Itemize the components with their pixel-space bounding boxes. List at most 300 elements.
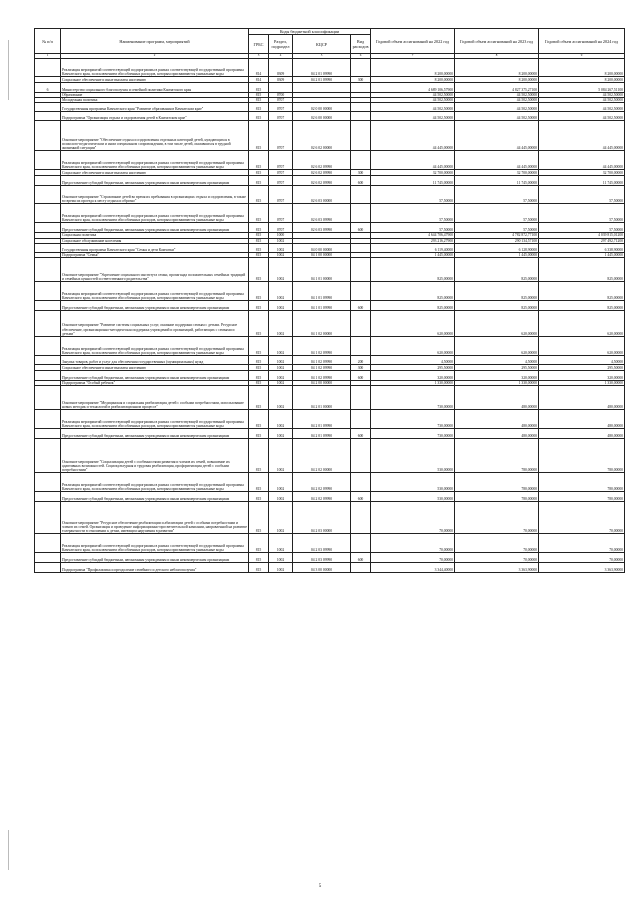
- cell-2022: 8 200,00000: [371, 59, 455, 77]
- table-row: [35, 258, 625, 282]
- cell-2024: 295,50000: [539, 365, 625, 371]
- cell-2022: 70,00000: [371, 534, 455, 553]
- cell-2023: 290 134,57100: [455, 238, 539, 243]
- cell-name: Предоставление субсидий бюджетным, автономным учреждениям и иным некоммерческим организациям: [61, 492, 249, 502]
- cell-ksr: 02 6 03 09990: [293, 204, 351, 223]
- cell-name: Социальное обслуживание населения: [61, 238, 249, 243]
- table-row: [35, 176, 625, 186]
- cell-2023: 780,00000: [455, 473, 539, 492]
- cell-2023: 44 445,00000: [455, 151, 539, 170]
- table-row: [35, 151, 625, 170]
- cell-name: Основное мероприятие "Ресурсное обеспечение реабилитации и абилитации детей с особыми потребностями и членов их семей. Организация и проведение информационно-просветительской кампании, направленной на развитие толерантности в отношении к детям, имеющим нарушения в развитии": [61, 502, 249, 534]
- scan-margin-mark: [8, 830, 9, 870]
- cell-grbs: 815: [249, 186, 269, 204]
- cell-2023: 6 128,90000: [455, 243, 539, 252]
- cell-2023: 70,00000: [455, 534, 539, 553]
- cell-grbs: 815: [249, 282, 269, 301]
- cell-vr: [351, 502, 371, 534]
- cell-2024: 70,00000: [539, 553, 625, 563]
- cell-razdel: 1002: [269, 238, 293, 243]
- column-number: 7: [371, 54, 455, 59]
- cell-grbs: 814: [249, 77, 269, 83]
- cell-grbs: 815: [249, 439, 269, 473]
- table-row: [35, 563, 625, 573]
- cell-vr: [351, 473, 371, 492]
- cell-ksr: 04 1 01 09990: [293, 301, 351, 311]
- cell-grbs: 815: [249, 176, 269, 186]
- cell-vr: 600: [351, 553, 371, 563]
- cell-2024: 70,00000: [539, 534, 625, 553]
- cell-2024: 780,00000: [539, 492, 625, 502]
- cell-razdel: [269, 83, 293, 93]
- cell-2024: 780,00000: [539, 473, 625, 492]
- cell-2024: 480,00000: [539, 410, 625, 429]
- cell-grbs: 815: [249, 238, 269, 243]
- cell-2023: 44 445,00000: [455, 121, 539, 151]
- cell-2024: 44 445,00000: [539, 151, 625, 170]
- cell-name: Основное мероприятие "Страхование детей во время их пребывания в организациях отдыха и оздоровления, в также во время их проезда к месту отдыха и обратно": [61, 186, 249, 204]
- cell-ksr: 04 1 00 00000: [293, 252, 351, 257]
- cell-grbs: 815: [249, 429, 269, 439]
- cell-2022: 70,00000: [371, 502, 455, 534]
- cell-num: [35, 553, 61, 563]
- cell-ksr: 04 2 02 09990: [293, 492, 351, 502]
- cell-grbs: 815: [249, 204, 269, 223]
- cell-name: Закупка товаров, работ и услуг для обеспечения государственных (муниципальных) нужд: [61, 356, 249, 365]
- cell-grbs: 815: [249, 112, 269, 121]
- cell-2023: 70,00000: [455, 502, 539, 534]
- cell-vr: [351, 439, 371, 473]
- table-row: [35, 243, 625, 252]
- cell-2024: 8 200,00000: [539, 77, 625, 83]
- cell-2023: 44 502,50000: [455, 103, 539, 112]
- table-row: [35, 473, 625, 492]
- cell-razdel: 0707: [269, 121, 293, 151]
- cell-grbs: 815: [249, 534, 269, 553]
- cell-2024: 8 200,00000: [539, 59, 625, 77]
- cell-grbs: 815: [249, 121, 269, 151]
- cell-name: Реализация мероприятий соответствующей подпрограммы в рамках соответствующей государственной программы Камчатского края, за исключением обособленных расходов, которым присваиваются уникальные коды: [61, 204, 249, 223]
- cell-vr: 600: [351, 301, 371, 311]
- cell-2024: 1 445,00000: [539, 252, 625, 257]
- cell-name: Образование: [61, 93, 249, 98]
- cell-razdel: 0707: [269, 204, 293, 223]
- cell-grbs: 815: [249, 410, 269, 429]
- cell-2023: 44 502,50000: [455, 98, 539, 103]
- table-row: [35, 534, 625, 553]
- cell-vr: [351, 410, 371, 429]
- cell-grbs: 815: [249, 381, 269, 386]
- cell-2023: 480,00000: [455, 429, 539, 439]
- scan-margin-mark: [8, 40, 9, 100]
- cell-grbs: 815: [249, 473, 269, 492]
- cell-2023: 620,00000: [455, 311, 539, 337]
- cell-2022: 70,00000: [371, 553, 455, 563]
- cell-vr: [351, 121, 371, 151]
- cell-ksr: 04 2 01 09990: [293, 429, 351, 439]
- header-2024: Годовой объем ассигнований на 2024 год: [539, 29, 625, 54]
- cell-vr: 600: [351, 429, 371, 439]
- cell-2022: 295,50000: [371, 365, 455, 371]
- cell-2022: 293 216,27900: [371, 238, 455, 243]
- cell-name: Основное мероприятие "Укрепление социального института семьи, пропаганда положительных семейных традиций и семейных ценностей и ответственного родительства": [61, 258, 249, 282]
- cell-razdel: 1002: [269, 410, 293, 429]
- header-ksr: КЦСР: [293, 35, 351, 54]
- cell-2022: 1 445,00000: [371, 252, 455, 257]
- cell-2024: 4 039 815,01200: [539, 233, 625, 238]
- cell-2023: 44 502,50000: [455, 93, 539, 98]
- cell-name: Реализация мероприятий соответствующей подпрограммы в рамках соответствующей государственной программы Камчатского края, за исключением обособленных расходов, которым присваиваются уникальные коды: [61, 534, 249, 553]
- cell-2022: 730,00000: [371, 410, 455, 429]
- cell-2024: 3 363,90000: [539, 563, 625, 573]
- cell-2023: 8 200,00000: [455, 59, 539, 77]
- cell-name: Подпрограмма "Организация отдыха и оздоровления детей в Камчатском крае": [61, 112, 249, 121]
- cell-vr: [351, 386, 371, 410]
- cell-name: Предоставление субсидий бюджетным, автономным учреждениям и иным некоммерческим организациям: [61, 553, 249, 563]
- cell-ksr: 02 6 03 00000: [293, 186, 351, 204]
- cell-2023: 780,00000: [455, 439, 539, 473]
- header-vr: Вид расходов: [351, 35, 371, 54]
- cell-num: [35, 243, 61, 252]
- cell-name: Предоставление субсидий бюджетным, автономным учреждениям и иным некоммерческим организациям: [61, 223, 249, 233]
- header-2022: Годовой объем ассигнований на 2022 год: [371, 29, 455, 54]
- table-row: [35, 59, 625, 77]
- cell-2024: 57,50000: [539, 223, 625, 233]
- cell-name: Основное мероприятие "Медицинская и социальная реабилитация детей с особыми потребностями, использование новых методик и технологий в реабилитационном процессе": [61, 386, 249, 410]
- cell-grbs: 815: [249, 258, 269, 282]
- cell-2022: 620,00000: [371, 311, 455, 337]
- cell-grbs: 815: [249, 98, 269, 103]
- cell-name: Предоставление субсидий бюджетным, автономным учреждениям и иным некоммерческим организациям: [61, 371, 249, 381]
- column-number: 6: [351, 54, 371, 59]
- cell-num: [35, 473, 61, 492]
- cell-2023: 44 502,50000: [455, 112, 539, 121]
- cell-ksr: 04 2 02 00000: [293, 439, 351, 473]
- cell-name: Социальная политика: [61, 233, 249, 238]
- cell-grbs: 815: [249, 365, 269, 371]
- column-number: 4: [269, 54, 293, 59]
- cell-2022: 730,00000: [371, 429, 455, 439]
- table-row: [35, 492, 625, 502]
- cell-2022: 4 689 106,57900: [371, 83, 455, 93]
- table-row: [35, 386, 625, 410]
- cell-2023: 32 700,00000: [455, 170, 539, 176]
- cell-razdel: 1002: [269, 258, 293, 282]
- cell-2024: 620,00000: [539, 337, 625, 356]
- cell-2022: 4 644 706,47900: [371, 233, 455, 238]
- cell-num: [35, 563, 61, 573]
- cell-grbs: 815: [249, 371, 269, 381]
- table-row: [35, 186, 625, 204]
- cell-razdel: 0707: [269, 103, 293, 112]
- cell-ksr: 02 0 00 00000: [293, 103, 351, 112]
- cell-num: [35, 410, 61, 429]
- cell-grbs: 815: [249, 301, 269, 311]
- cell-ksr: 04 1 01 09990: [293, 282, 351, 301]
- cell-num: [35, 492, 61, 502]
- cell-razdel: 1002: [269, 243, 293, 252]
- cell-ksr: 04 1 02 09990: [293, 356, 351, 365]
- cell-razdel: 0309: [269, 77, 293, 83]
- cell-razdel: 1002: [269, 534, 293, 553]
- cell-2022: 44 502,50000: [371, 103, 455, 112]
- header-2023: Годовой объем ассигнований на 2023 год: [455, 29, 539, 54]
- cell-name: Подпрограмма "Особый ребенок": [61, 381, 249, 386]
- cell-2023: 70,00000: [455, 553, 539, 563]
- cell-grbs: 815: [249, 93, 269, 98]
- cell-name: Социальное обеспечение и иные выплаты населению: [61, 365, 249, 371]
- cell-2024: 4,50000: [539, 356, 625, 365]
- cell-razdel: 1002: [269, 282, 293, 301]
- cell-grbs: 815: [249, 492, 269, 502]
- cell-ksr: 04 2 01 09990: [293, 59, 351, 77]
- cell-2024: 620,00000: [539, 311, 625, 337]
- cell-2023: 57,50000: [455, 204, 539, 223]
- table-row: [35, 311, 625, 337]
- table-row: [35, 170, 625, 176]
- cell-ksr: 04 2 03 09990: [293, 553, 351, 563]
- cell-2022: 3 344,40000: [371, 563, 455, 573]
- table-row: [35, 112, 625, 121]
- cell-name: Основное мероприятие "Обеспечение отдыха и оздоровления отдельных категорий детей, нуждающихся в психолого-педагогическом и ином специальном сопровождении, в том числе детей, оказавшихся в трудной жизненной ситуации": [61, 121, 249, 151]
- cell-num: [35, 429, 61, 439]
- cell-razdel: 0309: [269, 59, 293, 77]
- cell-2022: 620,00000: [371, 337, 455, 356]
- cell-2022: 44 502,50000: [371, 112, 455, 121]
- cell-num: [35, 301, 61, 311]
- cell-name: Реализация мероприятий соответствующей подпрограммы в рамках соответствующей государственной программы Камчатского края, за исключением обособленных расходов, которым присваиваются уникальные коды: [61, 337, 249, 356]
- cell-num: [35, 204, 61, 223]
- table-row: [35, 337, 625, 356]
- cell-num: [35, 151, 61, 170]
- cell-2023: 4 827 375,27100: [455, 83, 539, 93]
- cell-ksr: 04 3 00 00000: [293, 563, 351, 573]
- cell-razdel: 1002: [269, 381, 293, 386]
- cell-2022: 320,00000: [371, 371, 455, 381]
- cell-ksr: 04 1 02 09990: [293, 365, 351, 371]
- cell-razdel: 1002: [269, 429, 293, 439]
- cell-2023: 8 200,00000: [455, 77, 539, 83]
- cell-vr: [351, 337, 371, 356]
- cell-vr: [351, 151, 371, 170]
- cell-grbs: 815: [249, 502, 269, 534]
- cell-vr: [351, 83, 371, 93]
- cell-num: [35, 103, 61, 112]
- cell-grbs: 815: [249, 563, 269, 573]
- cell-razdel: 0707: [269, 98, 293, 103]
- header-name: Наименование программ, мероприятий: [61, 29, 249, 54]
- cell-name: Реализация мероприятий соответствующей подпрограммы в рамках соответствующей государственной программы Камчатского края, за исключением обособленных расходов, которым присваиваются уникальные коды: [61, 59, 249, 77]
- cell-2023: 3 363,90000: [455, 563, 539, 573]
- cell-num: [35, 534, 61, 553]
- cell-num: [35, 258, 61, 282]
- table-row: [35, 121, 625, 151]
- cell-vr: [351, 282, 371, 301]
- cell-2022: 57,50000: [371, 186, 455, 204]
- cell-2023: 825,00000: [455, 282, 539, 301]
- cell-ksr: 02 6 02 09990: [293, 176, 351, 186]
- cell-num: [35, 439, 61, 473]
- table-row: [35, 553, 625, 563]
- cell-2022: 44 502,50000: [371, 93, 455, 98]
- cell-2022: 825,00000: [371, 301, 455, 311]
- cell-2022: 1 330,00000: [371, 381, 455, 386]
- table-body: [35, 59, 625, 573]
- cell-ksr: 02 6 02 09990: [293, 151, 351, 170]
- table-row: [35, 223, 625, 233]
- cell-2022: 530,00000: [371, 492, 455, 502]
- cell-num: [35, 223, 61, 233]
- cell-grbs: 815: [249, 103, 269, 112]
- cell-2023: 295,50000: [455, 365, 539, 371]
- cell-2024: 480,00000: [539, 386, 625, 410]
- cell-razdel: 1002: [269, 502, 293, 534]
- table-row: [35, 204, 625, 223]
- cell-2022: 825,00000: [371, 258, 455, 282]
- cell-ksr: 02 6 00 00000: [293, 112, 351, 121]
- cell-razdel: 0707: [269, 112, 293, 121]
- cell-2022: 4,50000: [371, 356, 455, 365]
- cell-2023: 620,00000: [455, 337, 539, 356]
- table-row: [35, 429, 625, 439]
- cell-ksr: [293, 83, 351, 93]
- cell-2024: 297 492,71200: [539, 238, 625, 243]
- cell-ksr: 04 2 03 09990: [293, 534, 351, 553]
- cell-grbs: 815: [249, 553, 269, 563]
- cell-razdel: 1002: [269, 371, 293, 381]
- cell-ksr: 04 2 01 09990: [293, 410, 351, 429]
- cell-razdel: 1002: [269, 311, 293, 337]
- cell-vr: [351, 311, 371, 337]
- cell-name: Реализация мероприятий соответствующей подпрограммы в рамках соответствующей государственной программы Камчатского края, за исключением обособленных расходов, которым присваиваются уникальные коды: [61, 151, 249, 170]
- cell-2024: 44 502,50000: [539, 98, 625, 103]
- cell-2024: 480,00000: [539, 429, 625, 439]
- cell-name: Подпрограмма "Профилактика и преодоление семейного и детского неблагополучия": [61, 563, 249, 573]
- cell-vr: 600: [351, 371, 371, 381]
- cell-grbs: 815: [249, 252, 269, 257]
- cell-num: [35, 337, 61, 356]
- table-row: [35, 282, 625, 301]
- cell-2024: 6 338,90000: [539, 243, 625, 252]
- cell-2024: 825,00000: [539, 258, 625, 282]
- cell-grbs: 815: [249, 170, 269, 176]
- cell-2024: 57,50000: [539, 204, 625, 223]
- cell-vr: 300: [351, 365, 371, 371]
- cell-razdel: 1002: [269, 553, 293, 563]
- cell-vr: [351, 204, 371, 223]
- cell-razdel: 1002: [269, 473, 293, 492]
- cell-2024: 44 502,50000: [539, 112, 625, 121]
- cell-2022: 11 745,00000: [371, 176, 455, 186]
- cell-name: Социальное обеспечение и иные выплаты населению: [61, 170, 249, 176]
- cell-ksr: 04 1 02 09990: [293, 371, 351, 381]
- cell-2024: 70,00000: [539, 502, 625, 534]
- cell-name: Государственная программа Камчатского края "Развитие образования в Камчатском крае": [61, 103, 249, 112]
- cell-name: Реализация мероприятий соответствующей подпрограммы в рамках соответствующей государственной программы Камчатского края, за исключением обособленных расходов, которым присваиваются уникальные коды: [61, 473, 249, 492]
- cell-2022: 57,50000: [371, 223, 455, 233]
- cell-grbs: 814: [249, 59, 269, 77]
- cell-num: [35, 186, 61, 204]
- cell-2023: 57,50000: [455, 186, 539, 204]
- cell-name: Реализация мероприятий соответствующей подпрограммы в рамках соответствующей государственной программы Камчатского края, за исключением обособленных расходов, которым присваиваются уникальные коды: [61, 410, 249, 429]
- cell-ksr: 02 6 02 09990: [293, 170, 351, 176]
- cell-grbs: 815: [249, 356, 269, 365]
- cell-razdel: 0707: [269, 186, 293, 204]
- table-row: [35, 301, 625, 311]
- cell-razdel: 0707: [269, 151, 293, 170]
- column-number: 1: [35, 54, 61, 59]
- cell-grbs: 815: [249, 386, 269, 410]
- cell-num: [35, 176, 61, 186]
- cell-2022: 825,00000: [371, 282, 455, 301]
- cell-2023: 480,00000: [455, 386, 539, 410]
- cell-razdel: 1000: [269, 233, 293, 238]
- cell-grbs: 815: [249, 311, 269, 337]
- cell-ksr: 02 6 03 09990: [293, 223, 351, 233]
- cell-razdel: 0707: [269, 170, 293, 176]
- cell-name: Подпрограмма "Семья": [61, 252, 249, 257]
- cell-name: Предоставление субсидий бюджетным, автономным учреждениям и иным некоммерческим организациям: [61, 301, 249, 311]
- column-number: 5: [293, 54, 351, 59]
- cell-2023: 320,00000: [455, 371, 539, 381]
- cell-2023: 825,00000: [455, 258, 539, 282]
- cell-ksr: 04 1 02 00000: [293, 311, 351, 337]
- cell-name: Предоставление субсидий бюджетным, автономным учреждениям и иным некоммерческим организациям: [61, 429, 249, 439]
- cell-2024: 57,50000: [539, 186, 625, 204]
- cell-vr: [351, 534, 371, 553]
- cell-2024: 780,00000: [539, 439, 625, 473]
- cell-razdel: 1002: [269, 365, 293, 371]
- cell-grbs: 815: [249, 83, 269, 93]
- cell-grbs: 815: [249, 223, 269, 233]
- cell-name: Министерство социального благополучия и семейной политики Камчатского края: [61, 83, 249, 93]
- cell-2022: 730,00000: [371, 386, 455, 410]
- cell-2023: 780,00000: [455, 492, 539, 502]
- cell-num: [35, 386, 61, 410]
- cell-razdel: 1002: [269, 439, 293, 473]
- cell-vr: [351, 243, 371, 252]
- cell-2022: 44 445,00000: [371, 121, 455, 151]
- cell-vr: [351, 258, 371, 282]
- cell-vr: 300: [351, 170, 371, 176]
- table-row: [35, 365, 625, 371]
- cell-2022: 6 119,40000: [371, 243, 455, 252]
- cell-razdel: 1002: [269, 301, 293, 311]
- table-row: [35, 371, 625, 381]
- cell-2023: 57,50000: [455, 223, 539, 233]
- cell-razdel: 1002: [269, 356, 293, 365]
- cell-razdel: 1002: [269, 337, 293, 356]
- cell-name: Государственная программа Камчатского края "Семья и дети Камчатки": [61, 243, 249, 252]
- column-number: 3: [249, 54, 269, 59]
- column-number: 9: [539, 54, 625, 59]
- page-number: 5: [318, 884, 322, 889]
- cell-name: Основное мероприятие "Развитие системы социальных услуг, оказание поддержки семьям с детьми. Ресурсное обеспечение, организационно-методическая поддержка учреждений и организаций, работающих с семьями и детьми": [61, 311, 249, 337]
- cell-2023: 1 445,00000: [455, 252, 539, 257]
- cell-2023: 4 782 872,77100: [455, 233, 539, 238]
- table-row: [35, 439, 625, 473]
- cell-ksr: 04 2 01 09990: [293, 77, 351, 83]
- table-row: [35, 103, 625, 112]
- table-row: [35, 502, 625, 534]
- cell-ksr: 04 2 00 00000: [293, 381, 351, 386]
- cell-2023: 825,00000: [455, 301, 539, 311]
- cell-name: Реализация мероприятий соответствующей подпрограммы в рамках соответствующей государственной программы Камчатского края, за исключением обособленных расходов, которым присваиваются уникальные коды: [61, 282, 249, 301]
- cell-vr: 600: [351, 492, 371, 502]
- cell-ksr: 02 6 02 00000: [293, 121, 351, 151]
- cell-2022: 44 445,00000: [371, 151, 455, 170]
- cell-vr: [351, 112, 371, 121]
